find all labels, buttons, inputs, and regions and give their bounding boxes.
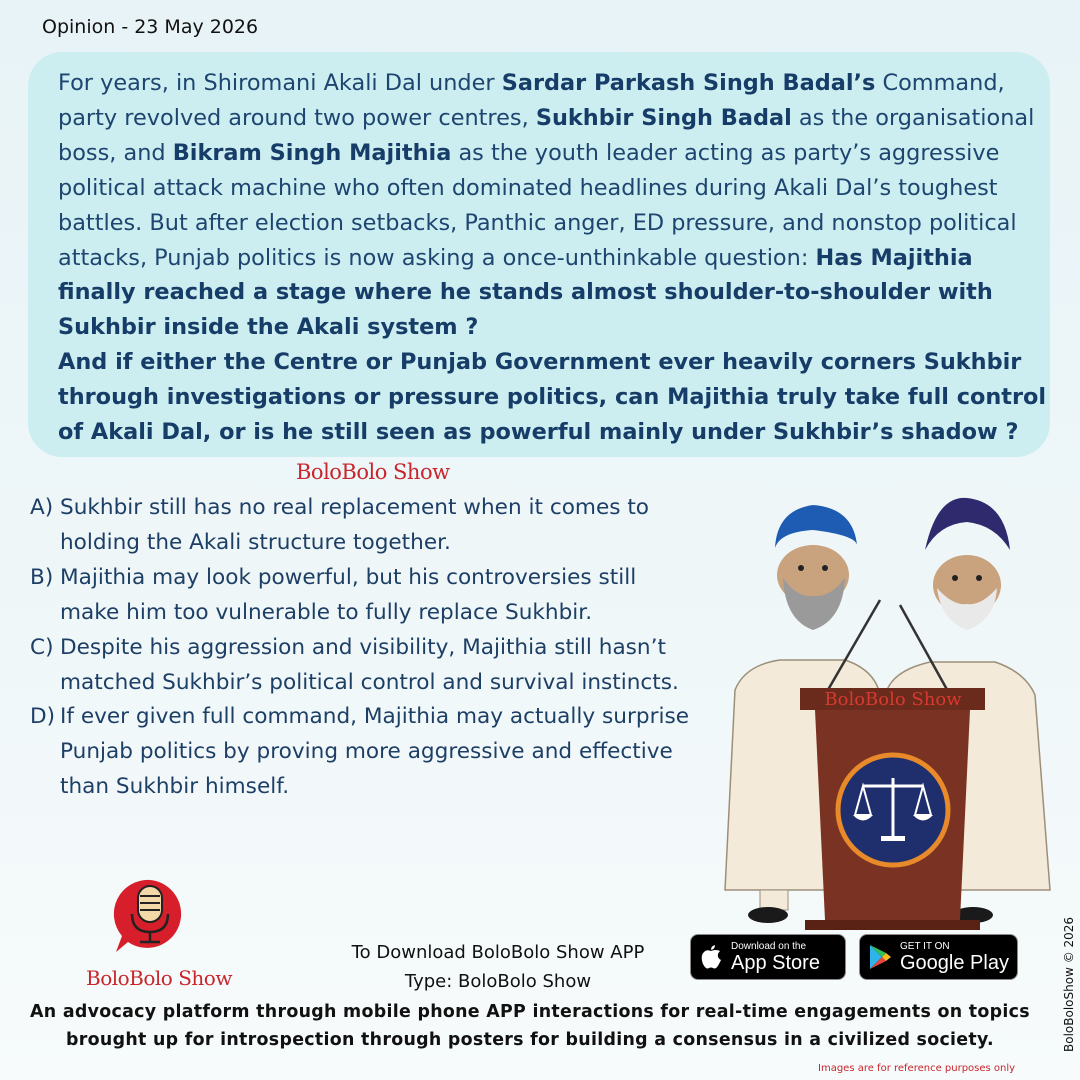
option-key: C) [30,634,54,660]
google-play-button[interactable] [859,934,1018,980]
highlight-text: Has Majithia finally reached a stage where he stands almost shoulder-to-shoulder with Sukhbir inside the Akali system ? [58,244,993,341]
body-text: as the organisational boss, and [58,104,1035,166]
option-a [30,491,700,561]
scales-icon [838,755,948,865]
option-b [30,561,700,631]
body-text: as the youth leader acting as party’s aggressive political attack machine who often dominated headlines during Akali Dal’s toughest battles. But after election setbacks, Panthic anger, ED pressure, and nonstop political attacks, Punjab politics is now asking a once-unthinkable question: [58,139,1017,271]
body-text: For years, in Shiromani Akali Dal under [58,70,502,96]
option-key: D) [30,704,56,730]
microphone-icon [110,876,190,956]
app-store-small-label: Download on the [731,940,807,952]
highlight-text: Sukhbir Singh Badal [535,104,792,131]
download-type-line: Type: BoloBolo Show [404,971,592,992]
brand-wordmark: BoloBolo Show [296,460,450,484]
option-key: A) [30,495,54,520]
google-play-icon [860,944,900,970]
google-play-label: Google Play [900,951,1009,974]
option-key: B) [30,564,54,590]
option-text: If ever given full command, Majithia may actually surprise Punjab politics by proving more aggressive and effective than Sukhbir himself. [60,704,689,800]
question-text [58,66,1048,450]
download-line: To Download BoloBolo Show APP [351,942,645,963]
option-text: Despite his aggression and visibility, Majithia still hasn’t matched Sukhbir’s political control and survival instincts. [60,634,679,695]
option-text: Sukhbir still has no real replacement when it comes to holding the Akali structure together. [60,495,650,555]
app-store-label: App Store [731,951,820,974]
copyright-notice: BoloBoloShow © 2026 [1062,916,1076,1052]
option-text: Majithia may look powerful, but his controversies still make him too vulnerable to fully replace Sukhbir. [60,564,637,625]
apple-icon [691,943,731,971]
body-text: Command, party revolved around two power centres, [58,70,1005,131]
tagline: An advocacy platform through mobile phone APP interactions for real-time engagements on topics brought up for introspection through posters for building a consensus in a civilized society. [30,1002,1030,1050]
option-c [30,631,700,701]
podium-label: BoloBolo Show [824,689,962,710]
highlight-text: Bikram Singh Majithia [172,139,452,166]
highlight-text: And if either the Centre or Punjab Government ever heavily corners Sukhbir through investigations or pressure politics, can Majithia truly take full control of Akali Dal, or is he still seen as powerful mainly under Sukhbir’s shadow ? [58,349,1047,446]
download-instructions [300,938,696,996]
date-header: Opinion - 23 May 2026 [42,16,259,38]
highlight-text: Sardar Parkash Singh Badal’s [501,70,876,96]
answer-options [30,491,700,805]
app-store-button[interactable] [690,934,846,980]
image-disclaimer: Images are for reference purposes only [818,1063,1016,1074]
google-play-small-label: GET IT ON [900,940,950,952]
option-d [30,700,700,805]
brand-logo-text: BoloBolo Show [86,966,232,990]
leaders-podium-illustration [705,480,1065,930]
